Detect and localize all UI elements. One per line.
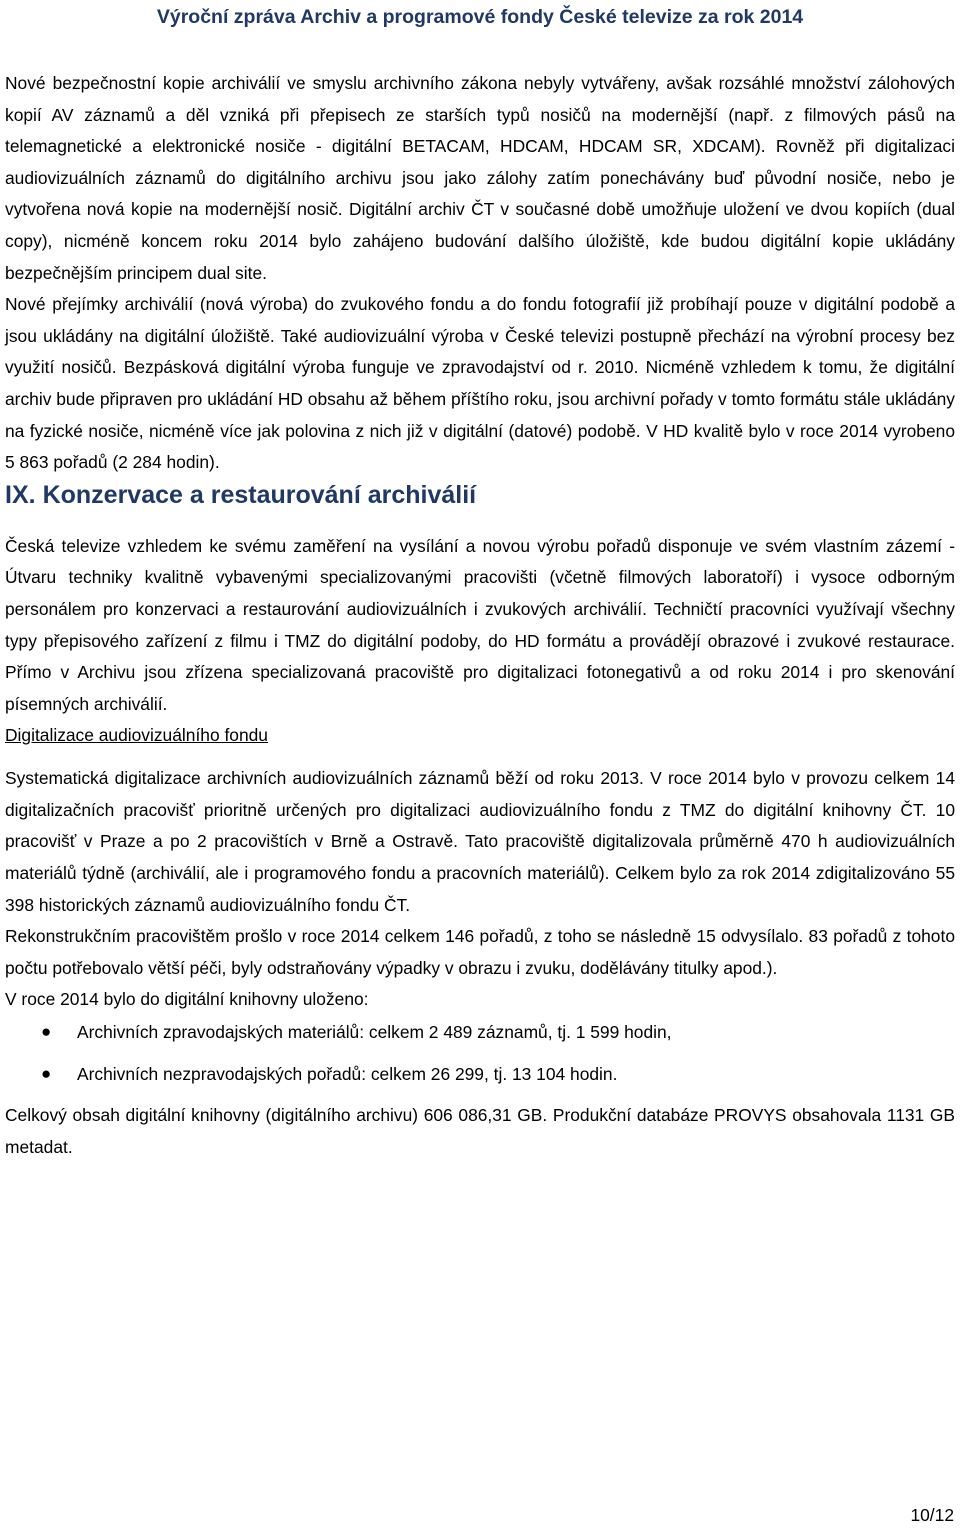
list-item xyxy=(5,1016,955,1048)
bullet-icon: ● xyxy=(41,1064,52,1084)
document-body xyxy=(5,68,955,1163)
list-item-text: Archivních zpravodajských materiálů: celkem 2 489 záznamů, tj. 1 599 hodin, xyxy=(77,1022,672,1043)
paragraph-library-intro: V roce 2014 bylo do digitální knihovny uloženo: xyxy=(5,989,369,1010)
paragraph-digitization: Systematická digitalizace archivních audiovizuálních záznamů běží od roku 2013. V roce 2014 bylo v provozu celkem 14 digitalizačních pracovišť prioritně určených pro digitalizaci audiovizuálního fondu z TMZ do digitální knihovny ČT. 10 pracovišť v Praze a po 2 pracovištích v Brně a Ostravě. Tato pracoviště digitalizovala průměrně 470 h audiovizuálních materiálů týdně (archiválií, ale i programového fondu a pracovních materiálů). Celkem bylo za rok 2014 zdigitalizováno 55 398 historických záznamů audiovizuálního fondu ČT. xyxy=(5,768,955,915)
section-heading xyxy=(5,479,955,511)
paragraph-library-total: Celkový obsah digitální knihovny (digitálního archivu) 606 086,31 GB. Produkční databáze PROVYS obsahovala 1131 GB metadat. xyxy=(5,1105,955,1157)
page-number: 10/12 xyxy=(910,1505,954,1525)
list-item xyxy=(5,1058,955,1090)
library-stats-list xyxy=(5,1016,955,1090)
paragraph-conservation: Česká televize vzhledem ke svému zaměření na vysílání a novou výrobu pořadů disponuje ve svém vlastním zázemí - Útvaru techniky kvalitně vybavenými specializovanými pracovišti (včetně filmových laboratoří) i vysoce odborným personálem pro konzervaci a restaurování audiovizuálních i zvukových archiválií. Techničtí pracovníci využívají všechny typy přepisového zařízení z filmu i TMZ do digitální podoby, do HD formátu a provádějí obrazové i zvukové restaurace. Přímo v Archivu jsou zřízena specializovaná pracoviště pro digitalizaci fotonegativů a od roku 2014 i pro skenování písemných archiválií. xyxy=(5,535,955,714)
report-header: Výroční zpráva Archiv a programové fondy České televize za rok 2014 xyxy=(156,6,804,28)
bullet-icon: ● xyxy=(41,1022,52,1042)
paragraph-digital-acquisitions: Nové přejímky archiválií (nová výroba) do zvukového fondu a do fondu fotografií již probíhají pouze v digitální podobě a jsou ukládány na digitální úložiště. Také audiovizuální výroba v České televizi postupně přechází na výrobní procesy bez využití nosičů. Bezpásková digitální výroba funguje ve zpravodajství od r. 2010. Nicméně vzhledem k tomu, že digitální archiv bude připraven pro ukládání HD obsahu až během příštího roku, jsou archivní pořady v tomto formátu stále ukládány na fyzické nosiče, nicméně více jak polovina z nich již v digitální (datové) podobě. V HD kvalitě bylo v roce 2014 vyrobeno 5 863 pořadů (2 284 hodin). xyxy=(5,294,955,473)
paragraph-backup-copies: Nové bezpečnostní kopie archiválií ve smyslu archivního zákona nebyly vytvářeny, avšak rozsáhlé množství zálohových kopií AV záznamů a děl vzniká při přepisech ze starších typů nosičů na modernější (např. z filmových pásů na telemagnetické a elektronické nosiče - digitální BETACAM, HDCAM, HDCAM SR, XDCAM). Rovněž při digitalizaci audiovizuálních záznamů do digitálního archivu jsou jako zálohy zatím ponechávány buď původní nosiče, nebo je vytvořena nová kopie na modernější nosič. Digitální archiv ČT v současné době umožňuje uložení ve dvou kopiích (dual copy), nicméně koncem roku 2014 bylo zahájeno budování dalšího úložiště, kde budou digitální kopie ukládány bezpečnějším principem dual site. xyxy=(5,73,955,283)
paragraph-reconstruction: Rekonstrukčním pracovištěm prošlo v roce 2014 celkem 146 pořadů, z toho se následně 15 odvysílalo. 83 pořadů z tohoto počtu potřebovalo větší péči, byly odstraňovány výpadky v obrazu i zvuku, dodělávány titulky apod.). xyxy=(5,926,955,978)
section-title: Konzervace a restaurování archiválií xyxy=(42,480,477,509)
section-number: IX. xyxy=(5,480,36,509)
subsection-heading: Digitalizace audiovizuálního fondu xyxy=(5,725,268,746)
list-item-text: Archivních nezpravodajských pořadů: celkem 26 299, tj. 13 104 hodin. xyxy=(77,1064,618,1085)
